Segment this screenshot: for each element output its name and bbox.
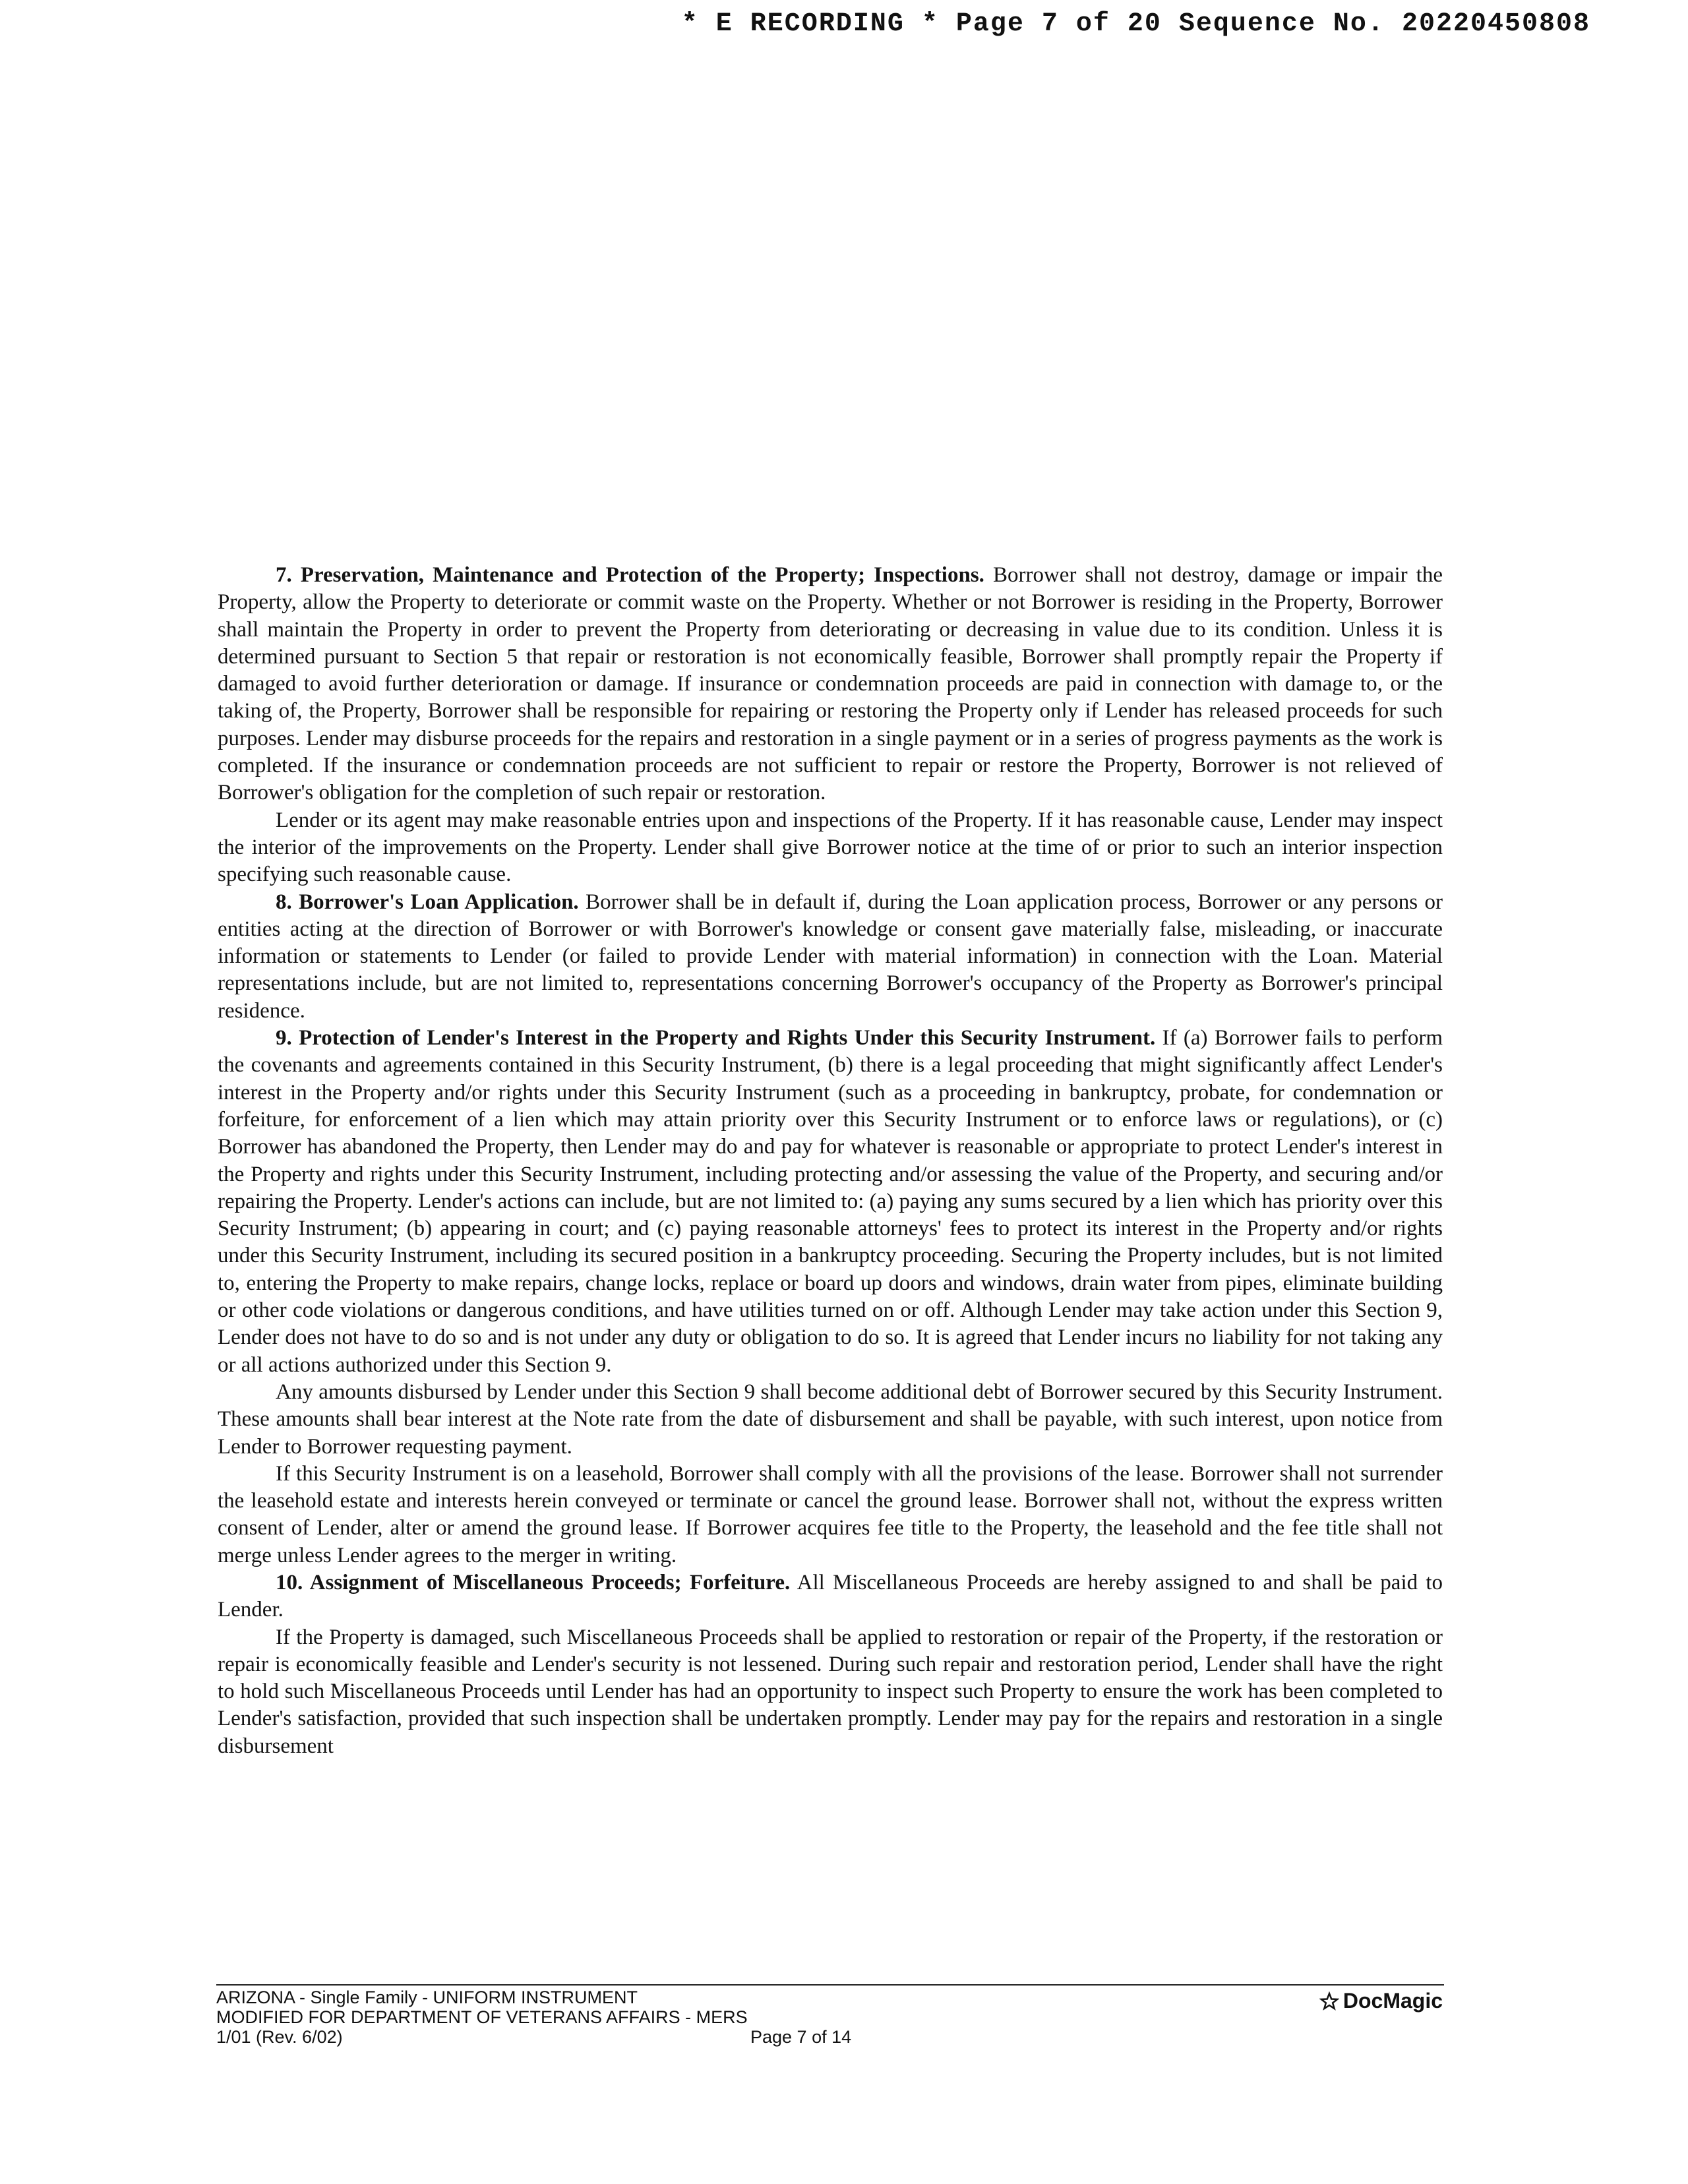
section-7-inspection-text: Lender or its agent may make reasonable entries upon and inspections of the Property. If it has reasonable cause, Lender may inspect the interior of the improvements on the Property. Lender shall give Borrower notice at the time of or prior to such an interior inspection specifying such reasonable cause. xyxy=(218,808,1443,887)
section-9-amounts-text: Any amounts disbursed by Lender under this Section 9 shall become additional debt of Borrower secured by this Security Instrument. These amounts shall bear interest at the Note rate from the date of disbursement and shall be payable, with such interest, upon notice from Lender to Borrower requesting payment. xyxy=(218,1380,1443,1459)
section-8-text: Borrower shall be in default if, during the Loan application process, Borrower or any persons or entities acting at the direction of Borrower or with Borrower's knowledge or consent gave materially false, misleading, or inaccurate information or statements to Lender (or failed to provide Lender with material information) in connection with the Loan. Material representations include, but are not limited to, representations concerning Borrower's occupancy of the Property as Borrower's principal residence. xyxy=(218,890,1443,1023)
footer-line-3: 1/01 (Rev. 6/02) xyxy=(216,2027,343,2047)
section-8-paragraph xyxy=(218,889,1443,1025)
section-9-paragraph xyxy=(218,1025,1443,1379)
section-9-leasehold-paragraph xyxy=(218,1461,1443,1569)
section-9-amounts-paragraph xyxy=(218,1379,1443,1461)
recording-header: * E RECORDING * Page 7 of 20 Sequence No. 20220450808 xyxy=(681,9,1590,39)
section-10-heading: 10. Assignment of Miscellaneous Proceeds; Forfeiture. xyxy=(276,1570,791,1594)
document-body xyxy=(218,562,1443,1760)
section-10-damage-paragraph xyxy=(218,1624,1443,1760)
section-9-leasehold-text: If this Security Instrument is on a leasehold, Borrower shall comply with all the provisions of the lease. Borrower shall not surrender the leasehold estate and interests herein conveyed or terminate or cancel the ground lease. Borrower shall not, without the express written consent of Lender, alter or amend the ground lease. If Borrower acquires fee title to the Property, the leasehold and the fee title shall not merge unless Lender agrees to the merger in writing. xyxy=(218,1461,1443,1567)
section-7-paragraph xyxy=(218,562,1443,807)
footer-line-1: ARIZONA - Single Family - UNIFORM INSTRUMENT xyxy=(216,1987,638,2007)
footer-divider xyxy=(216,1984,1444,1986)
section-9-text: If (a) Borrower fails to perform the covenants and agreements contained in this Security Instrument, (b) there is a legal proceeding that might significantly affect Lender's interest in the Property and/or rights under this Security Instrument (such as a proceeding in bankruptcy, probate, for condemnation or forfeiture, for enforcement of a lien which may attain priority over this Security Instrument or to enforce laws or regulations), or (c) Borrower has abandoned the Property, then Lender may do and pay for whatever is reasonable or appropriate to protect Lender's interest in the Property and rights under this Security Instrument, including protecting and/or assessing the value of the Property, and securing and/or repairing the Property. Lender's actions can include, but are not limited to: (a) paying any sums secured by a lien which has priority over this Security Instrument; (b) appearing in court; and (c) paying reasonable attorneys' fees to protect its interest in the Property and/or rights under this Security Instrument, including its secured position in a bankruptcy proceeding. Securing the Property includes, but is not limited to, entering the Property to make repairs, change locks, replace or board up doors and windows, drain water from pipes, eliminate building or other code violations or dangerous conditions, and have utilities turned on or off. Although Lender may take action under this Section 9, Lender does not have to do so and is not under any duty or obligation to do so. It is agreed that Lender incurs no liability for not taking any or all actions authorized under this Section 9. xyxy=(218,1026,1443,1377)
section-10-text: All Miscellaneous Proceeds are hereby assigned to and shall be paid to Lender. xyxy=(218,1570,1443,1622)
docmagic-logo xyxy=(1319,1989,1443,2013)
star-icon xyxy=(1319,1991,1339,2011)
section-7-text: Borrower shall not destroy, damage or impair the Property, allow the Property to deteriorate or commit waste on the Property. Whether or not Borrower is residing in the Property, Borrower shall maintain the Property in order to prevent the Property from deteriorating or decreasing in value due to its condition. Unless it is determined pursuant to Section 5 that repair or restoration is not economically feasible, Borrower shall promptly repair the Property if damaged to avoid further deterioration or damage. If insurance or condemnation proceeds are paid in connection with damage to, or the taking of, the Property, Borrower shall be responsible for repairing or restoring the Property only if Lender has released proceeds for such purposes. Lender may disburse proceeds for the repairs and restoration in a single payment or in a series of progress payments as the work is completed. If the insurance or condemnation proceeds are not sufficient to repair or restore the Property, Borrower is not relieved of Borrower's obligation for the completion of such repair or restoration. xyxy=(218,563,1443,805)
section-8-heading: 8. Borrower's Loan Application. xyxy=(276,890,579,914)
footer-line-2: MODIFIED FOR DEPARTMENT OF VETERANS AFFAIRS - MERS xyxy=(216,2007,748,2027)
section-7-heading: 7. Preservation, Maintenance and Protection of the Property; Inspections. xyxy=(276,563,984,587)
footer-form-info xyxy=(216,1987,748,2047)
section-7-inspection-paragraph xyxy=(218,807,1443,889)
footer-page-number: Page 7 of 14 xyxy=(750,2027,852,2047)
section-10-damage-text: If the Property is damaged, such Miscellaneous Proceeds shall be applied to restoration or repair of the Property, if the restoration or repair is economically feasible and Lender's security is not lessened. During such repair and restoration period, Lender shall have the right to hold such Miscellaneous Proceeds until Lender has had an opportunity to inspect such Property to ensure the work has been completed to Lender's satisfaction, provided that such inspection shall be undertaken promptly. Lender may pay for the repairs and restoration in a single disbursement xyxy=(218,1625,1443,1758)
docmagic-brand-text: DocMagic xyxy=(1342,1989,1443,2013)
section-9-heading: 9. Protection of Lender's Interest in the Property and Rights Under this Security Instrument. xyxy=(276,1026,1156,1050)
section-10-paragraph xyxy=(218,1569,1443,1624)
